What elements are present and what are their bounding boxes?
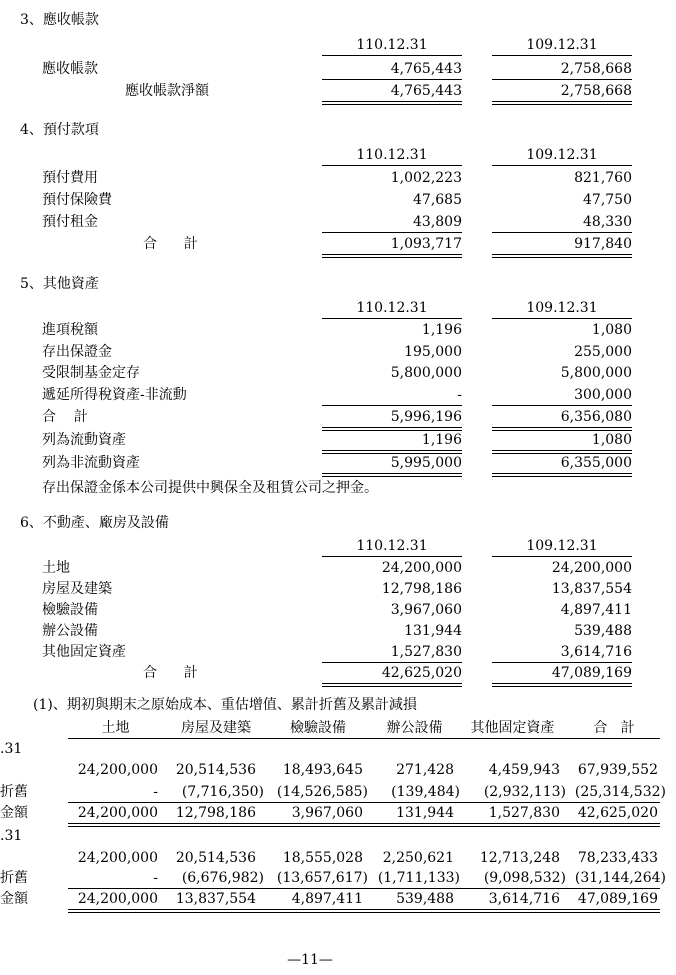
value: 24,200,000 xyxy=(77,850,158,866)
col-header: 110.12.31 xyxy=(356,300,428,316)
value: (7,716,350) xyxy=(181,784,264,800)
value: 539,488 xyxy=(574,623,632,639)
row-label: 合 計 xyxy=(42,409,88,425)
value: - xyxy=(457,387,462,403)
row-label: 折舊 xyxy=(0,870,28,886)
value: 5,800,000 xyxy=(560,365,632,381)
value: 539,488 xyxy=(396,891,454,907)
value: 24,200,000 xyxy=(381,560,462,576)
value: (13,657,617) xyxy=(276,870,368,886)
value: 1,002,223 xyxy=(390,170,462,186)
value: 4,765,443 xyxy=(390,61,462,77)
row-label: 合 計 xyxy=(143,665,198,681)
value: 24,200,000 xyxy=(77,805,158,821)
value: 821,760 xyxy=(574,170,632,186)
value: 300,000 xyxy=(574,387,632,403)
page-number: —11— xyxy=(287,952,333,968)
col-header: 110.12.31 xyxy=(356,37,428,53)
section-title: 3、應收帳款 xyxy=(20,12,99,28)
row-label: 預付費用 xyxy=(42,170,98,186)
row-label: 折舊 xyxy=(0,784,28,800)
value: 42,625,020 xyxy=(381,665,462,681)
value: 4,897,411 xyxy=(291,891,363,907)
value: 47,685 xyxy=(413,192,462,208)
col-header: 109.12.31 xyxy=(526,300,598,316)
value: 47,089,169 xyxy=(551,665,632,681)
row-label: 列為流動資產 xyxy=(42,432,126,448)
value: 24,200,000 xyxy=(77,891,158,907)
value: 12,798,186 xyxy=(381,581,462,597)
row-label: 遞延所得稅資產-非流動 xyxy=(42,387,187,403)
value: 47,750 xyxy=(583,192,632,208)
col-header: 109.12.31 xyxy=(526,37,598,53)
value: (2,932,113) xyxy=(483,784,566,800)
col-header: 109.12.31 xyxy=(526,147,598,163)
value: (6,676,982) xyxy=(181,870,264,886)
value: 13,837,554 xyxy=(551,581,632,597)
col-header: 110.12.31 xyxy=(356,538,428,554)
value: 1,527,830 xyxy=(488,805,560,821)
block-date: .31 xyxy=(0,828,23,844)
value: 6,355,000 xyxy=(560,455,632,471)
row-label: 金額 xyxy=(0,805,28,821)
value: (31,144,264) xyxy=(574,870,666,886)
value: 5,996,196 xyxy=(390,409,462,425)
block-date: .31 xyxy=(0,741,23,757)
value: (1,711,133) xyxy=(377,870,460,886)
value: 4,459,943 xyxy=(488,762,560,778)
row-label: 預付租金 xyxy=(42,214,98,230)
value: 67,939,552 xyxy=(577,762,658,778)
row-label: 金額 xyxy=(0,891,28,907)
col-header: 110.12.31 xyxy=(356,147,428,163)
col-header: 109.12.31 xyxy=(526,538,598,554)
col-header: 其他固定資產 xyxy=(470,720,555,736)
value: - xyxy=(153,784,158,800)
value: 24,200,000 xyxy=(551,560,632,576)
value: - xyxy=(153,870,158,886)
row-label: 辦公設備 xyxy=(42,623,98,639)
col-header: 辦公設備 xyxy=(386,720,443,736)
value: 1,080 xyxy=(591,322,632,338)
row-label: 合 計 xyxy=(143,236,198,252)
value: 2,250,621 xyxy=(382,850,454,866)
value: 2,758,668 xyxy=(560,83,632,99)
col-header: 土地 xyxy=(101,720,130,736)
subsection-title: (1)、期初與期末之原始成本、重估增值、累計折舊及累計減損 xyxy=(33,697,417,713)
value: 131,944 xyxy=(404,623,462,639)
value: 1,527,830 xyxy=(390,644,462,660)
note-text: 存出保證金係本公司提供中興保全及租賃公司之押金。 xyxy=(42,480,378,496)
value: 917,840 xyxy=(574,236,632,252)
row-label: 存出保證金 xyxy=(42,344,112,360)
value: 6,356,080 xyxy=(560,409,632,425)
value: 4,765,443 xyxy=(390,83,462,99)
row-label: 進項稅額 xyxy=(42,322,98,338)
value: (139,484) xyxy=(391,784,460,800)
value: 24,200,000 xyxy=(77,762,158,778)
value: 3,614,716 xyxy=(560,644,632,660)
value: 5,995,000 xyxy=(390,455,462,471)
col-header: 檢驗設備 xyxy=(290,720,346,736)
value: 12,798,186 xyxy=(175,805,256,821)
row-label: 其他固定資產 xyxy=(42,644,126,660)
section-title: 5、其他資產 xyxy=(20,276,99,292)
section-title: 4、預付款項 xyxy=(20,122,99,138)
col-header: 房屋及建築 xyxy=(181,720,251,736)
value: 2,758,668 xyxy=(560,61,632,77)
value: 1,093,717 xyxy=(390,236,462,252)
value: 42,625,020 xyxy=(577,805,658,821)
value: 3,614,716 xyxy=(488,891,560,907)
value: 255,000 xyxy=(574,344,632,360)
value: 195,000 xyxy=(404,344,462,360)
row-label: 土地 xyxy=(42,560,70,576)
value: 13,837,554 xyxy=(175,891,256,907)
value: 131,944 xyxy=(396,805,454,821)
section-title: 6、不動產、廠房及設備 xyxy=(20,515,169,531)
row-label: 受限制基金定存 xyxy=(42,365,140,381)
row-label: 預付保險費 xyxy=(42,192,112,208)
row-label: 應收帳款淨額 xyxy=(125,83,209,99)
value: 20,514,536 xyxy=(175,850,256,866)
value: 12,713,248 xyxy=(479,850,560,866)
value: (25,314,532) xyxy=(574,784,666,800)
row-label: 房屋及建築 xyxy=(42,581,112,597)
value: 3,967,060 xyxy=(390,602,462,618)
value: 1,080 xyxy=(591,432,632,448)
row-label: 檢驗設備 xyxy=(42,602,98,618)
row-label: 應收帳款 xyxy=(42,61,98,77)
value: 47,089,169 xyxy=(577,891,658,907)
value: 3,967,060 xyxy=(291,805,363,821)
value: 1,196 xyxy=(421,432,462,448)
row-label: 列為非流動資產 xyxy=(42,455,140,471)
value: 5,800,000 xyxy=(390,365,462,381)
value: 18,555,028 xyxy=(282,850,363,866)
value: 43,809 xyxy=(413,214,462,230)
value: (14,526,585) xyxy=(276,784,368,800)
value: 18,493,645 xyxy=(282,762,363,778)
value: (9,098,532) xyxy=(483,870,566,886)
value: 271,428 xyxy=(396,762,454,778)
value: 48,330 xyxy=(583,214,632,230)
value: 4,897,411 xyxy=(560,602,632,618)
col-header: 合 計 xyxy=(593,720,635,736)
value: 78,233,433 xyxy=(577,850,658,866)
value: 20,514,536 xyxy=(175,762,256,778)
value: 1,196 xyxy=(421,322,462,338)
